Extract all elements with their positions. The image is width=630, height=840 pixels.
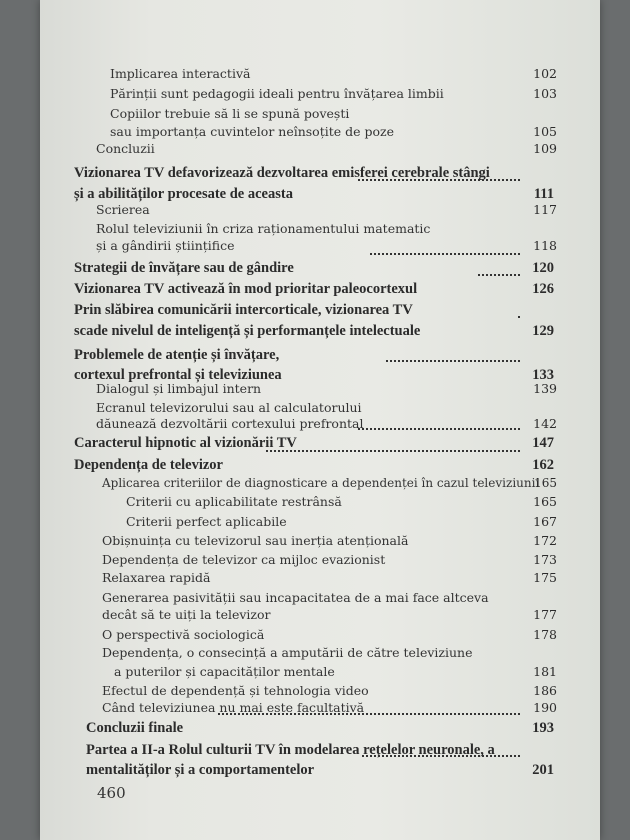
toc-entry-page: 165 bbox=[534, 476, 557, 490]
toc-entry-page: 177 bbox=[533, 607, 557, 622]
toc-entry-page: 109 bbox=[533, 141, 557, 156]
toc-entry-title: Efectul de dependență și tehnologia video bbox=[102, 683, 369, 698]
toc-chapter-title: și a abilităților procesate de aceasta bbox=[74, 186, 293, 202]
toc-entry-title: Părinții sunt pedagogii ideali pentru învățarea limbii bbox=[110, 86, 444, 101]
table-of-contents bbox=[40, 0, 600, 840]
toc-entry-page: 139 bbox=[533, 381, 557, 396]
toc-entry-title: Dependența, o consecință a amputării de către televiziune bbox=[102, 645, 473, 660]
toc-entry-page: 117 bbox=[533, 202, 557, 217]
toc-entry-title: Când televiziunea nu mai este facultativă bbox=[102, 700, 365, 715]
toc-entry-title: Concluzii bbox=[96, 141, 155, 156]
toc-entry-page: 142 bbox=[533, 416, 557, 431]
toc-entry-page: 172 bbox=[533, 533, 557, 548]
toc-entry-title: Dependența de televizor ca mijloc evazionist bbox=[102, 552, 386, 567]
toc-entry-title: Criterii perfect aplicabile bbox=[126, 514, 287, 529]
dot-leader bbox=[362, 755, 520, 757]
toc-entry-title: Copiilor trebuie să li se spună povești bbox=[110, 106, 350, 121]
toc-chapter-title: Concluzii finale bbox=[86, 720, 184, 736]
toc-entry-title: și a gândirii științifice bbox=[96, 238, 235, 253]
dot-leader bbox=[518, 316, 520, 318]
toc-entry-title: Aplicarea criteriilor de diagnosticare a dependenței în cazul televiziunii bbox=[102, 476, 540, 490]
book-page bbox=[40, 0, 600, 840]
toc-entry-title: a puterilor și capacităților mentale bbox=[114, 664, 335, 679]
toc-entry-page: 103 bbox=[533, 86, 557, 101]
toc-chapter-page: 147 bbox=[532, 435, 554, 451]
toc-entry-title: sau importanța cuvintelor neînsoțite de poze bbox=[110, 124, 395, 139]
dot-leader bbox=[478, 274, 520, 276]
toc-entry-page: 167 bbox=[533, 514, 557, 529]
toc-entry-title: Ecranul televizorului sau al calculatorului bbox=[96, 400, 362, 415]
toc-chapter-page: 129 bbox=[532, 323, 554, 339]
toc-chapter-title: Problemele de atenție și învățare, bbox=[74, 347, 280, 363]
dot-leader bbox=[218, 713, 520, 715]
dot-leader bbox=[370, 253, 520, 255]
dot-leader bbox=[358, 428, 520, 430]
toc-entry-page: 190 bbox=[533, 700, 557, 715]
toc-chapter-page: 162 bbox=[532, 457, 554, 473]
toc-chapter-title: Prin slăbirea comunicării intercorticale, vizionarea TV bbox=[74, 302, 413, 318]
toc-entry-title: Implicarea interactivă bbox=[110, 66, 251, 81]
toc-entry-page: 165 bbox=[533, 494, 557, 509]
toc-entry-title: Relaxarea rapidă bbox=[102, 570, 211, 585]
toc-entry-page: 186 bbox=[533, 683, 557, 698]
dot-leader bbox=[358, 179, 520, 181]
toc-entry-page: 175 bbox=[533, 570, 557, 585]
toc-chapter-page: 193 bbox=[532, 720, 554, 736]
toc-chapter-page: 201 bbox=[532, 762, 554, 778]
toc-chapter-title: Strategii de învățare sau de gândire bbox=[74, 260, 294, 276]
dot-leader bbox=[266, 450, 520, 452]
toc-entry-page: 181 bbox=[533, 664, 557, 679]
toc-chapter-title: Partea a II-a Rolul culturii TV în modelarea rețelelor neuronale, a bbox=[86, 742, 495, 758]
toc-entry-page: 173 bbox=[533, 552, 557, 567]
toc-chapter-page: 126 bbox=[532, 281, 554, 297]
toc-entry-title: Scrierea bbox=[96, 202, 150, 217]
dot-leader bbox=[386, 360, 520, 362]
toc-chapter-title: Vizionarea TV activează în mod prioritar paleocortexul bbox=[74, 281, 418, 297]
toc-entry-title: Generarea pasivității sau incapacitatea de a mai face altceva bbox=[102, 590, 489, 605]
toc-chapter-page: 133 bbox=[532, 367, 554, 383]
toc-chapter-title: Vizionarea TV defavorizează dezvoltarea emisferei cerebrale stângi bbox=[74, 165, 490, 181]
toc-entry-title: O perspectivă sociologică bbox=[102, 627, 265, 642]
toc-chapter-page: 120 bbox=[532, 260, 554, 276]
page-number: 460 bbox=[97, 784, 126, 802]
toc-chapter-page: 111 bbox=[533, 186, 554, 202]
toc-chapter-title: Caracterul hipnotic al vizionării TV bbox=[74, 435, 297, 451]
toc-entry-title: dăunează dezvoltării cortexului prefrontal bbox=[96, 416, 364, 431]
toc-entry-title: Dialogul și limbajul intern bbox=[96, 381, 262, 396]
toc-entry-page: 102 bbox=[533, 66, 557, 81]
toc-entry-title: decât să te uiți la televizor bbox=[102, 607, 271, 622]
toc-chapter-title: mentalităților și a comportamentelor bbox=[86, 762, 315, 778]
toc-entry-page: 105 bbox=[533, 124, 557, 139]
toc-entry-page: 178 bbox=[533, 627, 557, 642]
toc-entry-title: Obișnuința cu televizorul sau inerția atențională bbox=[102, 533, 409, 548]
toc-entry-title: Rolul televiziunii în criza raționamentului matematic bbox=[96, 221, 431, 236]
toc-chapter-title: cortexul prefrontal și televiziunea bbox=[74, 367, 282, 383]
toc-chapter-title: scade nivelul de inteligență și performanțele intelectuale bbox=[74, 323, 421, 339]
toc-entry-page: 118 bbox=[533, 238, 557, 253]
toc-entry-title: Criterii cu aplicabilitate restrânsă bbox=[126, 494, 342, 509]
toc-chapter-title: Dependența de televizor bbox=[74, 457, 223, 473]
